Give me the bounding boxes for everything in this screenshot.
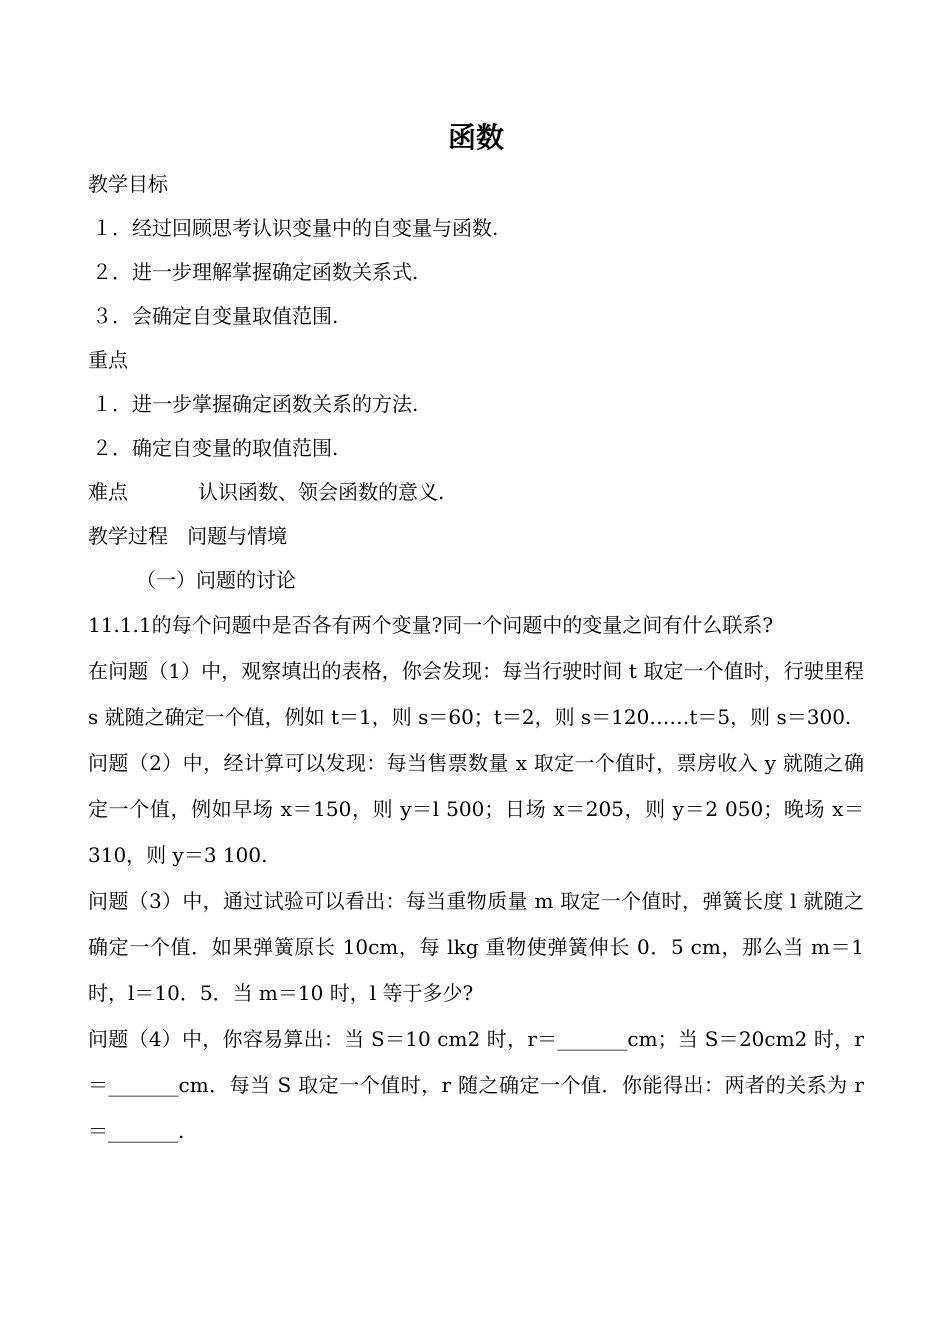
objective-item: ３．会确定自变量取值范围. xyxy=(92,304,339,328)
key-point-item: ２．确定自变量的取值范围. xyxy=(92,436,339,460)
difficulty-label: 难点 xyxy=(88,480,128,504)
key-points-heading: 重点 xyxy=(88,348,128,372)
document-title: 函数 xyxy=(447,121,504,154)
document-page xyxy=(88,118,864,1154)
objective-item: １．经过回顾思考认识变量中的自变量与函数. xyxy=(92,216,499,240)
discussion-heading: （一）问题的讨论 xyxy=(136,568,296,592)
difficulty-text: 认识函数、领会函数的意义. xyxy=(198,480,445,504)
paragraph: 问题（4）中，你容易算出：当 S＝10 cm2 时，r＝_______cm；当 S＝20cm2 时，r＝_______cm．每当 S 取定一个值时，r 随之确定一个值．你能得出：两者的关系为 r＝_______. xyxy=(88,1027,864,1143)
objectives-heading: 教学目标 xyxy=(88,172,168,196)
process-text: 问题与情境 xyxy=(187,524,288,548)
paragraph: 问题（2）中，经计算可以发现：每当售票数量 x 取定一个值时，票房收入 y 就随之确定一个值，例如早场 x＝150，则 y＝l 500；日场 x＝205，则 y＝2 050；晚场 x＝310，则 y＝3 100. xyxy=(88,751,864,867)
paragraph: 11.1.1的每个问题中是否各有两个变量?同一个问题中的变量之间有什么联系? xyxy=(88,613,774,637)
objective-item: ２．进一步理解掌握确定函数关系式. xyxy=(92,260,419,284)
paragraph: 问题（3）中，通过试验可以看出：每当重物质量 m 取定一个值时，弹簧长度 l 就随之确定一个值．如果弹簧原长 10cm，每 lkg 重物使弹簧伸长 0．5 cm，那么当 m＝1 时，l＝10．5．当 m＝10 时，l 等于多少? xyxy=(88,889,864,1005)
difficulty-line xyxy=(88,470,864,514)
process-label: 教学过程 xyxy=(88,524,168,548)
key-point-item: １．进一步掌握确定函数关系的方法. xyxy=(92,392,419,416)
process-line xyxy=(88,514,864,558)
paragraph: 在问题（1）中，观察填出的表格，你会发现：每当行驶时间 t 取定一个值时，行驶里程 s 就随之确定一个值，例如 t＝1，则 s＝60；t＝2，则 s＝120……t＝5，则 s＝300. xyxy=(88,659,864,729)
